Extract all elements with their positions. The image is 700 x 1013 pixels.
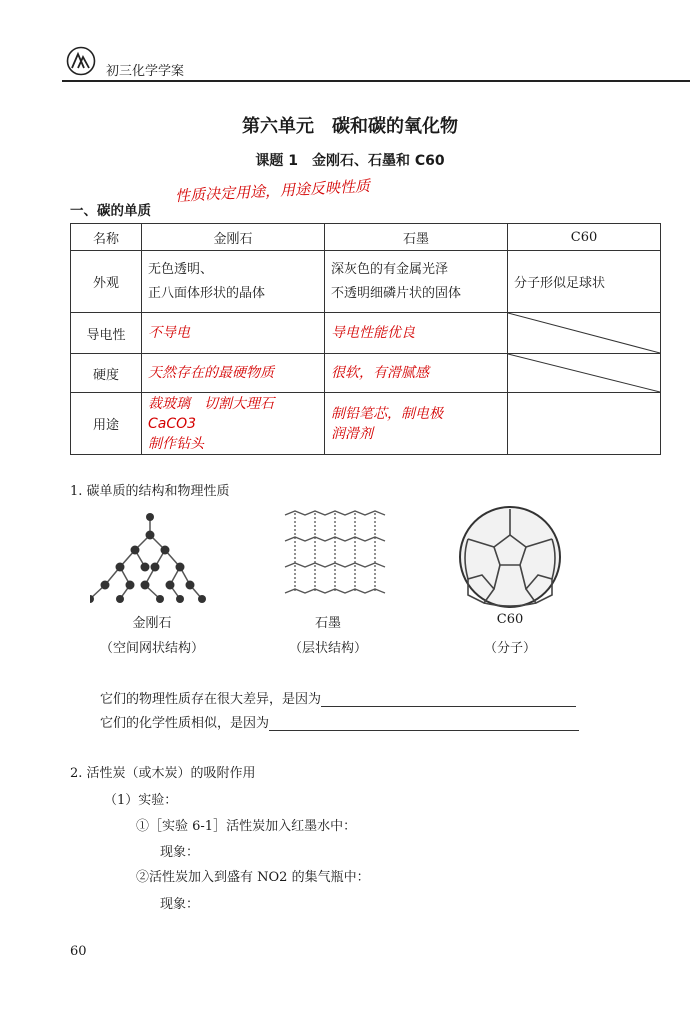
diagonal-slash — [508, 313, 660, 353]
experiment-1-text: ①［实验 6-1］活性炭加入红墨水中： — [136, 819, 357, 834]
diamond-use-line2: 制作钻头 — [148, 435, 204, 452]
header-rule — [62, 80, 690, 82]
graphite-hardness-handwriting: 很软，有滑腻感 — [331, 365, 429, 381]
page-number: 60 — [70, 944, 87, 959]
diamond-appearance-line1: 无色透明、 — [148, 261, 214, 277]
graphite-appearance-line1: 深灰色的有金属光泽 — [331, 261, 449, 277]
cell-diamond-conductivity — [142, 313, 325, 354]
answer-blank-physical[interactable] — [321, 692, 576, 707]
diamond-use-line1: 裁玻璃 切割大理石 CaCO3 — [148, 395, 274, 432]
structures-heading: 1. 碳单质的结构和物理性质 — [70, 484, 230, 499]
cell-diamond-appearance — [142, 251, 325, 313]
cell-c60-appearance: 分子形似足球状 — [508, 251, 661, 313]
diamond-conductivity-handwriting: 不导电 — [148, 325, 190, 341]
caption-diamond-desc: （空间网状结构） — [99, 641, 204, 656]
caption-graphite-name: 石墨 — [314, 616, 341, 631]
graphite-appearance-line2: 不透明细磷片状的固体 — [331, 285, 462, 301]
graphite-conductivity-handwriting: 导电性能优良 — [331, 325, 415, 341]
caption-graphite-desc: （层状结构） — [288, 641, 367, 656]
question-physical-difference — [100, 688, 576, 707]
experiment-subheading: （1）实验： — [104, 793, 178, 808]
phenomenon-1-label: 现象： — [160, 845, 200, 860]
row-label-hardness: 硬度 — [71, 354, 142, 393]
graphite-use-line1: 制铅笔芯，制电极 — [331, 405, 443, 422]
handwritten-note-top: 性质决定用途，用途反映性质 — [174, 176, 371, 206]
diamond-appearance-line2: 正八面体形状的晶体 — [148, 285, 266, 301]
caption-c60-desc: （分子） — [483, 641, 536, 656]
page-header — [62, 40, 690, 82]
lesson-title: 课题 1 金刚石、石墨和 C60 — [255, 153, 445, 169]
caption-diamond-name: 金刚石 — [132, 616, 172, 631]
table-header-row — [71, 224, 661, 251]
graphite-structure-illustration — [285, 511, 385, 593]
unit-title: 第六单元 碳和碳的氧化物 — [242, 116, 458, 137]
carbon-structures-figure — [90, 505, 610, 615]
header-c60: C60 — [508, 224, 661, 251]
header-name: 名称 — [71, 224, 142, 251]
graphite-use-line2: 润滑剂 — [331, 425, 373, 442]
section-title-carbon-elements: 一、碳的单质 — [70, 203, 151, 219]
diagonal-slash — [508, 354, 660, 392]
diamond-hardness-handwriting: 天然存在的最硬物质 — [148, 365, 274, 381]
table-row-conductivity — [71, 313, 661, 354]
cell-c60-use-empty — [508, 393, 661, 455]
diamond-atoms — [90, 513, 206, 603]
row-label-appearance: 外观 — [71, 251, 142, 313]
header-title: 初三化学学案 — [106, 64, 185, 79]
question-chemical-text: 它们的化学性质相似，是因为 — [100, 716, 270, 731]
row-label-use: 用途 — [71, 393, 142, 455]
publisher-logo-icon — [66, 46, 96, 76]
adsorption-heading: 2. 活性炭（或木炭）的吸附作用 — [70, 766, 256, 781]
cell-c60-hardness-empty — [508, 354, 661, 393]
header-diamond: 金刚石 — [142, 224, 325, 251]
header-graphite: 石墨 — [325, 224, 508, 251]
c60-structure-illustration — [460, 507, 560, 607]
carbon-properties-table — [70, 223, 661, 455]
cell-graphite-hardness — [325, 354, 508, 393]
cell-diamond-use — [142, 393, 325, 455]
question-chemical-similarity — [100, 712, 579, 731]
cell-graphite-use — [325, 393, 508, 455]
cell-diamond-hardness — [142, 354, 325, 393]
cell-c60-conductivity-empty — [508, 313, 661, 354]
row-label-conductivity: 导电性 — [71, 313, 142, 354]
answer-blank-chemical[interactable] — [269, 716, 579, 731]
table-row-appearance — [71, 251, 661, 313]
experiment-2-text: ②活性炭加入到盛有 NO2 的集气瓶中： — [136, 870, 370, 885]
cell-graphite-conductivity — [325, 313, 508, 354]
caption-c60-name: C60 — [496, 612, 524, 627]
table-row-hardness — [71, 354, 661, 393]
cell-graphite-appearance — [325, 251, 508, 313]
phenomenon-2-label: 现象： — [160, 897, 200, 912]
question-physical-text: 它们的物理性质存在很大差异，是因为 — [100, 692, 322, 707]
table-row-use — [71, 393, 661, 455]
